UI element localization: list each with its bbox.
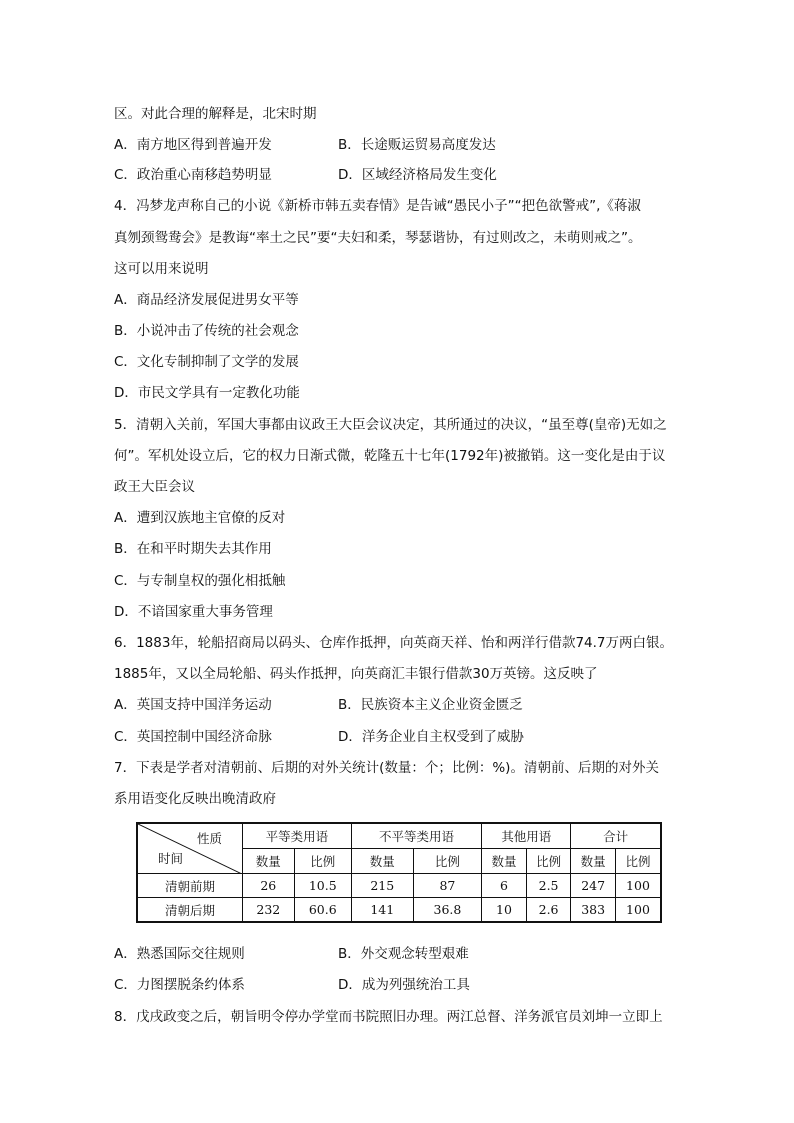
table-cell: 87 [413,874,482,898]
q7-option-a: A．熟悉国际交往规则 [114,946,245,962]
subheader-count: 数量 [571,849,616,874]
q5-option-c: C．与专制皇权的强化相抵触 [114,573,286,589]
q7-option-d: D．成为列强统治工具 [338,977,470,993]
subheader-ratio: 比例 [526,849,571,874]
group-header-other: 其他用语 [482,823,571,849]
table-cell: 141 [351,898,413,923]
table-cell: 6 [482,874,527,898]
q4-stem-line-3: 这可以用来说明 [114,261,209,277]
table-cell: 60.6 [294,898,351,923]
q4-stem-line-1: 4．冯梦龙声称自己的小说《新桥市韩五卖春情》是告诫“愚民小子”“把色欲警戒”,《蒋淑 [114,198,641,214]
group-header-equal: 平等类用语 [243,823,352,849]
statistics-table [136,822,662,923]
table-cell: 26 [243,874,295,898]
corner-label-nature: 性质 [196,831,222,846]
q3-option-c: C．政治重心南移趋势明显 [114,167,272,183]
corner-label-time: 时间 [158,851,184,866]
corner-diagonal-line [138,824,242,874]
table-cell: 10 [482,898,527,923]
q3-option-b: B．长途贩运贸易高度发达 [338,137,496,153]
table-cell: 215 [351,874,413,898]
q7-stem-line-1: 7．下表是学者对清朝前、后期的对外关统计(数量：个；比例：%)。清朝前、后期的对外关 [114,760,659,776]
q5-option-d: D．不谙国家重大事务管理 [114,604,273,620]
subheader-count: 数量 [482,849,527,874]
q4-option-a: A．商品经济发展促进男女平等 [114,292,299,308]
subheader-ratio: 比例 [294,849,351,874]
q4-option-c: C．文化专制抑制了文学的发展 [114,354,299,370]
q5-option-a: A．遭到汉族地主官僚的反对 [114,510,286,526]
table-cell: 10.5 [294,874,351,898]
q6-option-c: C．英国控制中国经济命脉 [114,729,272,745]
q6-stem-line-1: 6．1883年，轮船招商局以码头、仓库作抵押，向英商天祥、怡和两洋行借款74.7万两白银。 [114,635,674,651]
table-row [137,898,661,923]
q6-option-a: A．英国支持中国洋务运动 [114,697,272,713]
table-cell: 2.5 [526,874,571,898]
q4-option-d: D．市民文学具有一定教化功能 [114,385,300,401]
q5-option-b: B．在和平时期失去其作用 [114,541,272,557]
subheader-ratio: 比例 [413,849,482,874]
q5-stem-line-1: 5．清朝入关前，军国大事都由议政王大臣会议决定，其所通过的决议，“虽至尊(皇帝)无如之 [114,417,667,433]
q3-option-a: A．南方地区得到普遍开发 [114,137,272,153]
q6-option-d: D．洋务企业自主权受到了威胁 [338,729,524,745]
q4-option-b: B．小说冲击了传统的社会观念 [114,323,299,339]
subheader-ratio: 比例 [615,849,661,874]
q5-stem-line-2: 何”。军机处设立后，它的权力日渐式微，乾隆五十七年(1792年)被撤销。这一变化是由于议 [114,448,666,464]
table-cell: 247 [571,874,616,898]
q6-stem-line-2: 1885年，又以全局轮船、码头作抵押，向英商汇丰银行借款30万英镑。这反映了 [114,666,598,682]
subheader-count: 数量 [243,849,295,874]
q3-stem-end: 区。对此合理的解释是，北宋时期 [114,106,317,122]
q8-stem-line-1: 8．戊戌政变之后，朝旨明令停办学堂而书院照旧办理。两江总督、洋务派官员刘坤一立即上 [114,1009,663,1025]
q6-option-b: B．民族资本主义企业资金匮乏 [338,697,523,713]
table-row [137,874,661,898]
q7-option-b: B．外交观念转型艰难 [338,946,469,962]
q3-option-d: D．区域经济格局发生变化 [338,167,497,183]
table-header-row [137,823,661,849]
table-cell: 232 [243,898,295,923]
table-cell: 100 [615,874,661,898]
table-corner-cell [137,823,243,874]
group-header-unequal: 不平等类用语 [351,823,481,849]
q4-stem-line-2: 真刎颈鸳鸯会》是教诲“率土之民”要“夫妇和柔，琴瑟谐协，有过则改之，未萌则戒之”。 [114,230,642,246]
table-cell: 100 [615,898,661,923]
table-cell: 383 [571,898,616,923]
q7-option-c: C．力图摆脱条约体系 [114,977,245,993]
subheader-count: 数量 [351,849,413,874]
q5-stem-line-3: 政王大臣会议 [114,479,195,495]
row-label: 清朝前期 [137,874,243,898]
table-cell: 2.6 [526,898,571,923]
group-header-total: 合计 [571,823,661,849]
row-label: 清朝后期 [137,898,243,923]
table-cell: 36.8 [413,898,482,923]
q7-stem-line-2: 系用语变化反映出晚清政府 [114,791,276,807]
